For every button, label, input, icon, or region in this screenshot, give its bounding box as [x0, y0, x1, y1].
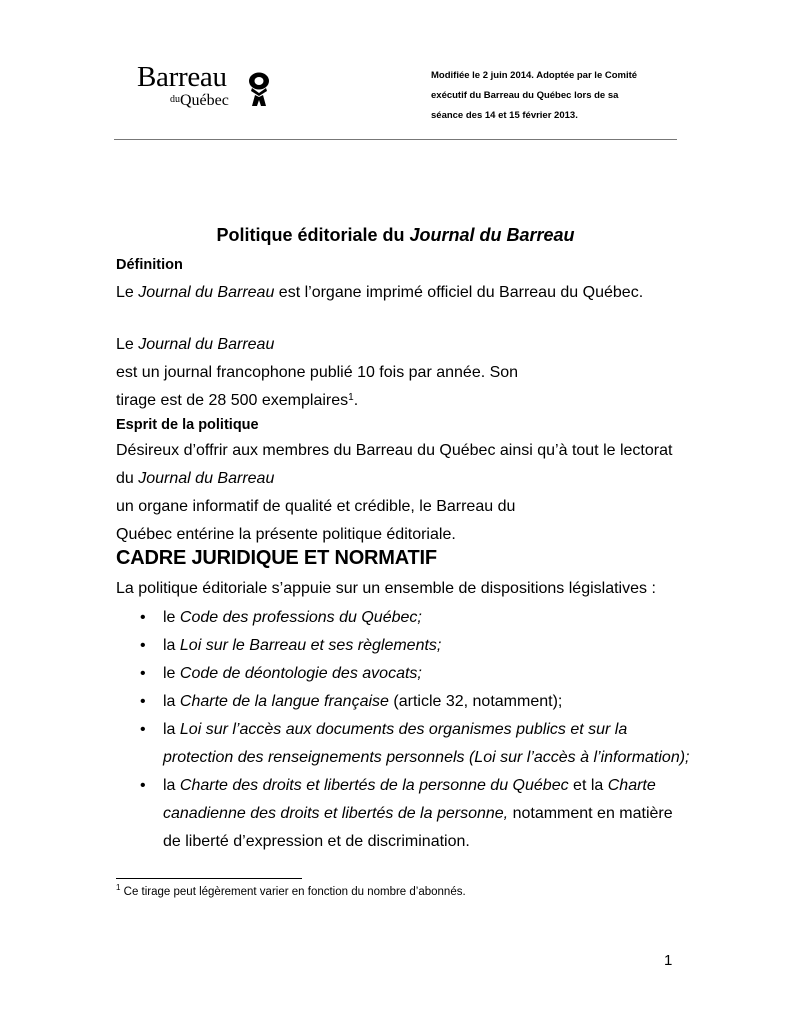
document-title — [114, 224, 677, 246]
text: La politique éditoriale s’appuie sur un ensemble de dispositions législatives : — [116, 580, 656, 597]
definition-label: Définition — [116, 257, 183, 273]
text: la — [163, 637, 180, 654]
header-divider — [114, 139, 677, 140]
list-item — [140, 632, 689, 660]
list-item — [140, 716, 689, 772]
footnote-divider — [116, 878, 302, 879]
cadre-heading: CADRE JURIDIQUE ET NORMATIF — [116, 547, 437, 569]
text-italic: Journal du Barreau — [138, 470, 275, 487]
list-item — [140, 772, 689, 856]
bullet-icon: • — [140, 777, 146, 794]
text: et la — [568, 777, 608, 794]
logo-subtitle — [170, 91, 229, 110]
text-italic: Journal du Barreau — [138, 284, 275, 301]
esprit-label: Esprit de la politique — [116, 417, 259, 433]
text-italic: canadienne des droits et libertés de la personne, — [163, 805, 509, 822]
text: Désireux d’offrir aux membres du Barreau du Québec ainsi qu’à tout le lectorat — [116, 442, 673, 459]
title-plain: Politique éditoriale du — [216, 225, 410, 245]
text: la — [163, 721, 180, 738]
list-item — [140, 604, 689, 632]
text-italic: Code des professions du Québec; — [179, 609, 422, 626]
text: . — [353, 392, 359, 409]
text: la — [163, 777, 180, 794]
text: le — [163, 609, 180, 626]
text: est un journal francophone publié 10 fois par année. Son — [116, 364, 519, 381]
bullet-icon: • — [140, 609, 146, 626]
text: la — [163, 693, 180, 710]
logo-quebec: Québec — [180, 92, 229, 109]
text: un organe informatif de qualité et crédible, le Barreau du — [116, 498, 516, 515]
text-italic: Loi sur le Barreau et ses règlements; — [179, 637, 442, 654]
barreau-emblem-icon — [247, 72, 271, 106]
text: notamment en matière — [508, 805, 673, 822]
footnote-ref: 1 — [348, 392, 354, 403]
definition-paragraph-2 — [116, 331, 676, 415]
text-italic: Charte — [607, 777, 656, 794]
text: de liberté d’expression et de discrimination. — [163, 833, 470, 850]
bullet-icon: • — [140, 693, 146, 710]
legislation-list — [140, 604, 689, 856]
header-note — [431, 66, 691, 126]
text-italic: Code de déontologie des avocats; — [179, 665, 422, 682]
text: est l’organe imprimé officiel du Barreau du Québec. — [274, 284, 644, 301]
list-item — [140, 660, 689, 688]
text: Le — [116, 284, 139, 301]
text-italic: Journal du Barreau — [138, 336, 275, 353]
text: le — [163, 665, 180, 682]
header-note-line: Modifiée le 2 juin 2014. Adoptée par le Comité — [431, 70, 638, 81]
bullet-icon: • — [140, 721, 146, 738]
text: (article 32, notamment); — [388, 693, 563, 710]
esprit-paragraph — [116, 437, 676, 549]
text: tirage est de 28 500 exemplaires — [116, 392, 349, 409]
logo-du: du — [170, 94, 180, 105]
text-italic: protection des renseignements personnels (Loi sur l’accès à l’information); — [163, 749, 690, 766]
cadre-intro — [116, 575, 676, 603]
title-italic: Journal du Barreau — [409, 225, 575, 245]
definition-paragraph-1 — [116, 279, 676, 307]
text: du — [116, 470, 139, 487]
bullet-icon: • — [140, 665, 146, 682]
header-note-line: exécutif du Barreau du Québec lors de sa — [431, 90, 619, 101]
page-number: 1 — [664, 952, 673, 969]
text: Québec entérine la présente politique éditoriale. — [116, 526, 456, 543]
footnote-number: 1 — [116, 883, 121, 892]
header-note-line: séance des 14 et 15 février 2013. — [431, 110, 578, 121]
text-italic: Charte de la langue française — [179, 693, 389, 710]
list-item — [140, 688, 689, 716]
bullet-icon: • — [140, 637, 146, 654]
footnote — [116, 884, 466, 900]
footnote-text: Ce tirage peut légèrement varier en fonction du nombre d’abonnés. — [120, 886, 466, 898]
text-italic: Charte des droits et libertés de la personne du Québec — [179, 777, 569, 794]
text: Le — [116, 336, 139, 353]
logo-wordmark: Barreau — [137, 61, 227, 93]
text-italic: Loi sur l’accès aux documents des organismes publics et sur la — [179, 721, 628, 738]
